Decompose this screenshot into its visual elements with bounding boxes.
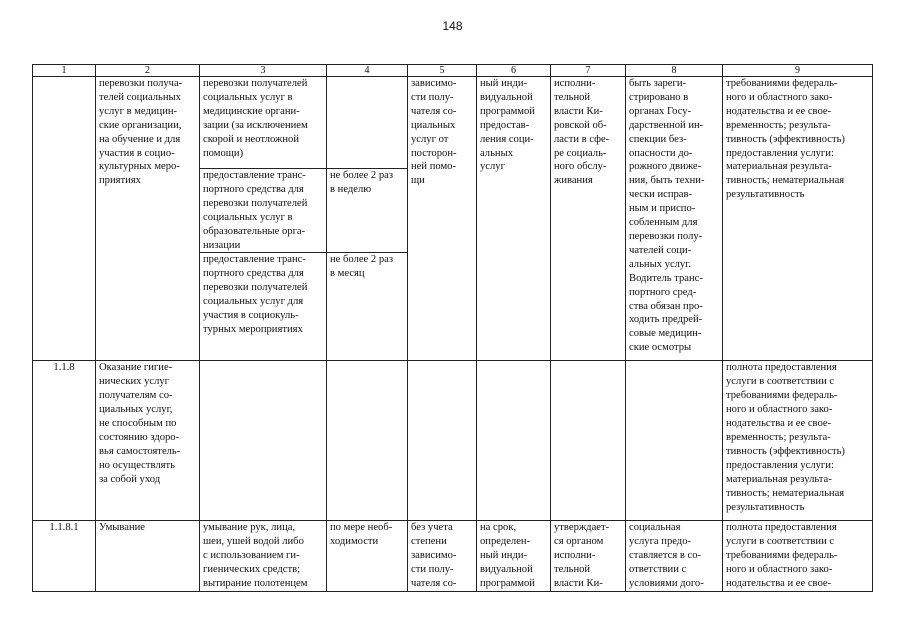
cell-service-term: ный инди- видуальной программой предостав- ления соци- альных услуг (477, 77, 551, 361)
cell-service-quality: полнота предоставления услуги в соответствии с требованиями федераль- ного и областного зако- нодательства и ее свое- временность; результа- тивность (эффективность) предоставления услуги: материальная результа- тивность; нематериальная результативность (723, 361, 873, 521)
table-row (33, 521, 873, 592)
column-number: 4 (327, 65, 408, 77)
cell-number: 1.1.8.1 (33, 521, 96, 592)
cell-service-name: Оказание гигие- нических услуг получателям со- циальных услуг, не способным по состоянию здоро- вья самостоятель- но осуществлять за собой уход (96, 361, 200, 521)
cell-service-conditions: быть зареги- стрировано в органах Госу- дарственной ин- спекции без- опасности до- рожного движе- ния, быть техни- чески исправ- ным и приспо- собленным для перевозки полу- чателей соци- альных услуг. Водитель транс- портного сред- ства обязан про- ходить предрей- совые медицин- ские осмотры (626, 77, 723, 361)
cell-service-name: Умывание (96, 521, 200, 592)
column-number: 6 (477, 65, 551, 77)
cell-service-content: предоставление транс- портного средства для перевозки получателей социальных услуг в образовательные орга- низации (200, 169, 327, 253)
cell-service-quality: требованиями федераль- ного и областного зако- нодательства и ее свое- временность; результа- тивность (эффективность) предоставления услуги: материальная результа- тивность; нематериальная результативность (723, 77, 873, 361)
column-number-row (33, 65, 873, 77)
cell-service-volume: не более 2 раз в неделю (327, 169, 408, 253)
cell-service-tariff: утверждает- ся органом исполни- тельной власти Ки- (551, 521, 626, 592)
table-row (33, 77, 873, 169)
services-table (32, 64, 873, 592)
cell-number (33, 77, 96, 361)
column-number: 1 (33, 65, 96, 77)
cell-service-volume (327, 361, 408, 521)
cell-service-name: перевозки получа- телей социальных услуг в медицин- ские организации, на обучение и для участия в социо- культурных меро- приятиях (96, 77, 200, 361)
cell-service-conditions: социальная услуга предо- ставляется в со- ответствии с условиями дого- (626, 521, 723, 592)
cell-service-quality: полнота предоставления услуги в соответствии с требованиями федераль- ного и областного зако- нодательства и ее свое- (723, 521, 873, 592)
cell-service-term (477, 361, 551, 521)
column-number: 8 (626, 65, 723, 77)
table-row (33, 361, 873, 521)
column-number: 2 (96, 65, 200, 77)
column-number: 7 (551, 65, 626, 77)
cell-service-time: зависимо- сти полу- чателя со- циальных услуг от посторон- ней помо- щи (408, 77, 477, 361)
cell-service-time (408, 361, 477, 521)
cell-service-content: перевозки получателей социальных услуг в медицинские органи- зации (за исключением скорой и неотложной помощи) (200, 77, 327, 169)
cell-service-content: умывание рук, лица, шеи, ушей водой либо с использованием ги- гиенических средств; вытирание полотенцем (200, 521, 327, 592)
cell-service-content: предоставление транс- портного средства для перевозки получателей социальных услуг для участия в социокуль- турных мероприятиях (200, 253, 327, 361)
column-number: 9 (723, 65, 873, 77)
page-number: 148 (442, 19, 463, 33)
cell-service-conditions (626, 361, 723, 521)
column-number: 3 (200, 65, 327, 77)
cell-service-tariff (551, 361, 626, 521)
cell-service-time: без учета степени зависимо- сти полу- чателя со- (408, 521, 477, 592)
column-number: 5 (408, 65, 477, 77)
cell-service-content (200, 361, 327, 521)
cell-service-volume (327, 77, 408, 169)
cell-number: 1.1.8 (33, 361, 96, 521)
cell-service-term: на срок, определен- ный инди- видуальной программой (477, 521, 551, 592)
cell-service-volume: по мере необ- ходимости (327, 521, 408, 592)
cell-service-tariff: исполни- тельной власти Ки- ровской об- ласти в сфе- ре социаль- ного обслу- живания (551, 77, 626, 361)
cell-service-volume: не более 2 раз в месяц (327, 253, 408, 361)
